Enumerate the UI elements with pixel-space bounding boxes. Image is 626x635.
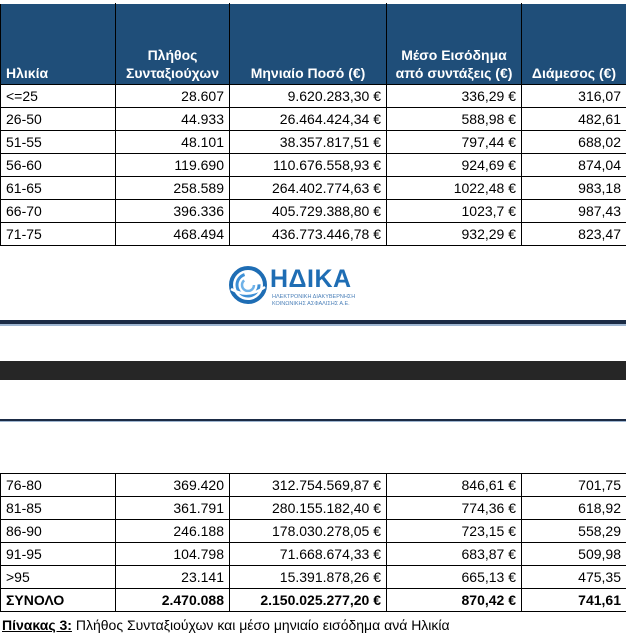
cell-count: 468.494 bbox=[116, 223, 230, 246]
cell-monthly: 110.676.558,93 € bbox=[230, 154, 387, 177]
cell-total-count: 2.470.088 bbox=[116, 589, 230, 612]
cell-monthly: 280.155.182,40 € bbox=[230, 497, 387, 520]
idika-logo bbox=[228, 263, 378, 311]
cell-count: 48.101 bbox=[116, 131, 230, 154]
cell-total-avg: 870,42 € bbox=[387, 589, 522, 612]
cell-monthly: 178.030.278,05 € bbox=[230, 520, 387, 543]
cell-age: 66-70 bbox=[1, 200, 116, 223]
table-row bbox=[1, 497, 626, 520]
page-header-rule-shadow bbox=[0, 421, 626, 422]
cell-median: 823,47 bbox=[522, 223, 626, 246]
cell-avg: 797,44 € bbox=[387, 131, 522, 154]
cell-count: 44.933 bbox=[116, 108, 230, 131]
cell-monthly: 26.464.424,34 € bbox=[230, 108, 387, 131]
cell-avg: 723,15 € bbox=[387, 520, 522, 543]
header-monthly: Μηνιαίο Ποσό (€) bbox=[230, 4, 387, 85]
table-row bbox=[1, 177, 626, 200]
cell-monthly: 38.357.817,51 € bbox=[230, 131, 387, 154]
swirl-logo-icon bbox=[228, 265, 268, 305]
cell-monthly: 264.402.774,63 € bbox=[230, 177, 387, 200]
cell-avg: 1023,7 € bbox=[387, 200, 522, 223]
cell-age: 71-75 bbox=[1, 223, 116, 246]
cell-age: 76-80 bbox=[1, 474, 116, 497]
table-row bbox=[1, 474, 626, 497]
cell-monthly: 436.773.446,78 € bbox=[230, 223, 387, 246]
table-caption bbox=[2, 617, 450, 633]
cell-median: 618,92 bbox=[522, 497, 626, 520]
cell-age: 91-95 bbox=[1, 543, 116, 566]
cell-median: 482,61 bbox=[522, 108, 626, 131]
cell-count: 104.798 bbox=[116, 543, 230, 566]
cell-age: 81-85 bbox=[1, 497, 116, 520]
table-row bbox=[1, 543, 626, 566]
cell-count: 23.141 bbox=[116, 566, 230, 589]
cell-avg: 846,61 € bbox=[387, 474, 522, 497]
cell-avg: 1022,48 € bbox=[387, 177, 522, 200]
cell-avg: 683,87 € bbox=[387, 543, 522, 566]
table-row bbox=[1, 131, 626, 154]
cell-total-median: 741,61 bbox=[522, 589, 626, 612]
cell-count: 258.589 bbox=[116, 177, 230, 200]
table-row bbox=[1, 200, 626, 223]
cell-age: 86-90 bbox=[1, 520, 116, 543]
pension-table-bottom bbox=[0, 473, 626, 612]
table-row bbox=[1, 108, 626, 131]
table-row bbox=[1, 85, 626, 108]
cell-median: 874,04 bbox=[522, 154, 626, 177]
table-total-row bbox=[1, 589, 626, 612]
cell-avg: 924,69 € bbox=[387, 154, 522, 177]
cell-monthly: 15.391.878,26 € bbox=[230, 566, 387, 589]
table-header-row bbox=[1, 4, 626, 85]
cell-count: 369.420 bbox=[116, 474, 230, 497]
caption-text: Πλήθος Συνταξιούχων και μέσο μηνιαίο εισόδημα ανά Ηλικία bbox=[71, 617, 450, 633]
header-count: Πλήθος Συνταξιούχων bbox=[116, 4, 230, 85]
cell-monthly: 312.754.569,87 € bbox=[230, 474, 387, 497]
table-row bbox=[1, 154, 626, 177]
header-median: Διάμεσος (€) bbox=[522, 4, 626, 85]
cell-avg: 932,29 € bbox=[387, 223, 522, 246]
cell-age: >95 bbox=[1, 566, 116, 589]
cell-avg: 588,98 € bbox=[387, 108, 522, 131]
cell-median: 983,18 bbox=[522, 177, 626, 200]
header-avg-income: Μέσο Εισόδημα από συντάξεις (€) bbox=[387, 4, 522, 85]
cell-avg: 665,13 € bbox=[387, 566, 522, 589]
cell-monthly: 9.620.283,30 € bbox=[230, 85, 387, 108]
logo-subtitle-1: ΗΛΕΚΤΡΟΝΙΚΗ ΔΙΑΚΥΒΕΡΝΗΣΗ bbox=[272, 294, 356, 300]
page-footer-rule-shadow bbox=[0, 324, 626, 326]
cell-count: 246.188 bbox=[116, 520, 230, 543]
header-age: Ηλικία bbox=[1, 4, 116, 85]
cell-age: 26-50 bbox=[1, 108, 116, 131]
cell-age: 56-60 bbox=[1, 154, 116, 177]
cell-monthly: 405.729.388,80 € bbox=[230, 200, 387, 223]
table-row bbox=[1, 566, 626, 589]
page-break-band bbox=[0, 361, 626, 380]
cell-median: 509,98 bbox=[522, 543, 626, 566]
cell-avg: 774,36 € bbox=[387, 497, 522, 520]
cell-age: 51-55 bbox=[1, 131, 116, 154]
cell-monthly: 71.668.674,33 € bbox=[230, 543, 387, 566]
cell-median: 475,35 bbox=[522, 566, 626, 589]
cell-total-monthly: 2.150.025.277,20 € bbox=[230, 589, 387, 612]
cell-median: 987,43 bbox=[522, 200, 626, 223]
cell-avg: 336,29 € bbox=[387, 85, 522, 108]
cell-median: 688,02 bbox=[522, 131, 626, 154]
caption-label: Πίνακας 3: bbox=[2, 617, 72, 633]
cell-median: 558,29 bbox=[522, 520, 626, 543]
cell-age: <=25 bbox=[1, 85, 116, 108]
cell-count: 119.690 bbox=[116, 154, 230, 177]
pension-table-top bbox=[0, 3, 626, 246]
cell-count: 28.607 bbox=[116, 85, 230, 108]
cell-count: 361.791 bbox=[116, 497, 230, 520]
table-row bbox=[1, 223, 626, 246]
logo-subtitle-2: ΚΟΙΝΩΝΙΚΗΣ ΑΣΦΑΛΙΣΗΣ Α.Ε. bbox=[272, 301, 350, 307]
cell-median: 316,07 bbox=[522, 85, 626, 108]
cell-count: 396.336 bbox=[116, 200, 230, 223]
cell-age: 61-65 bbox=[1, 177, 116, 200]
table-row bbox=[1, 520, 626, 543]
cell-total-label: ΣΥΝΟΛΟ bbox=[1, 589, 116, 612]
logo-name: ΗΔΙΚΑ bbox=[270, 265, 352, 293]
cell-median: 701,75 bbox=[522, 474, 626, 497]
